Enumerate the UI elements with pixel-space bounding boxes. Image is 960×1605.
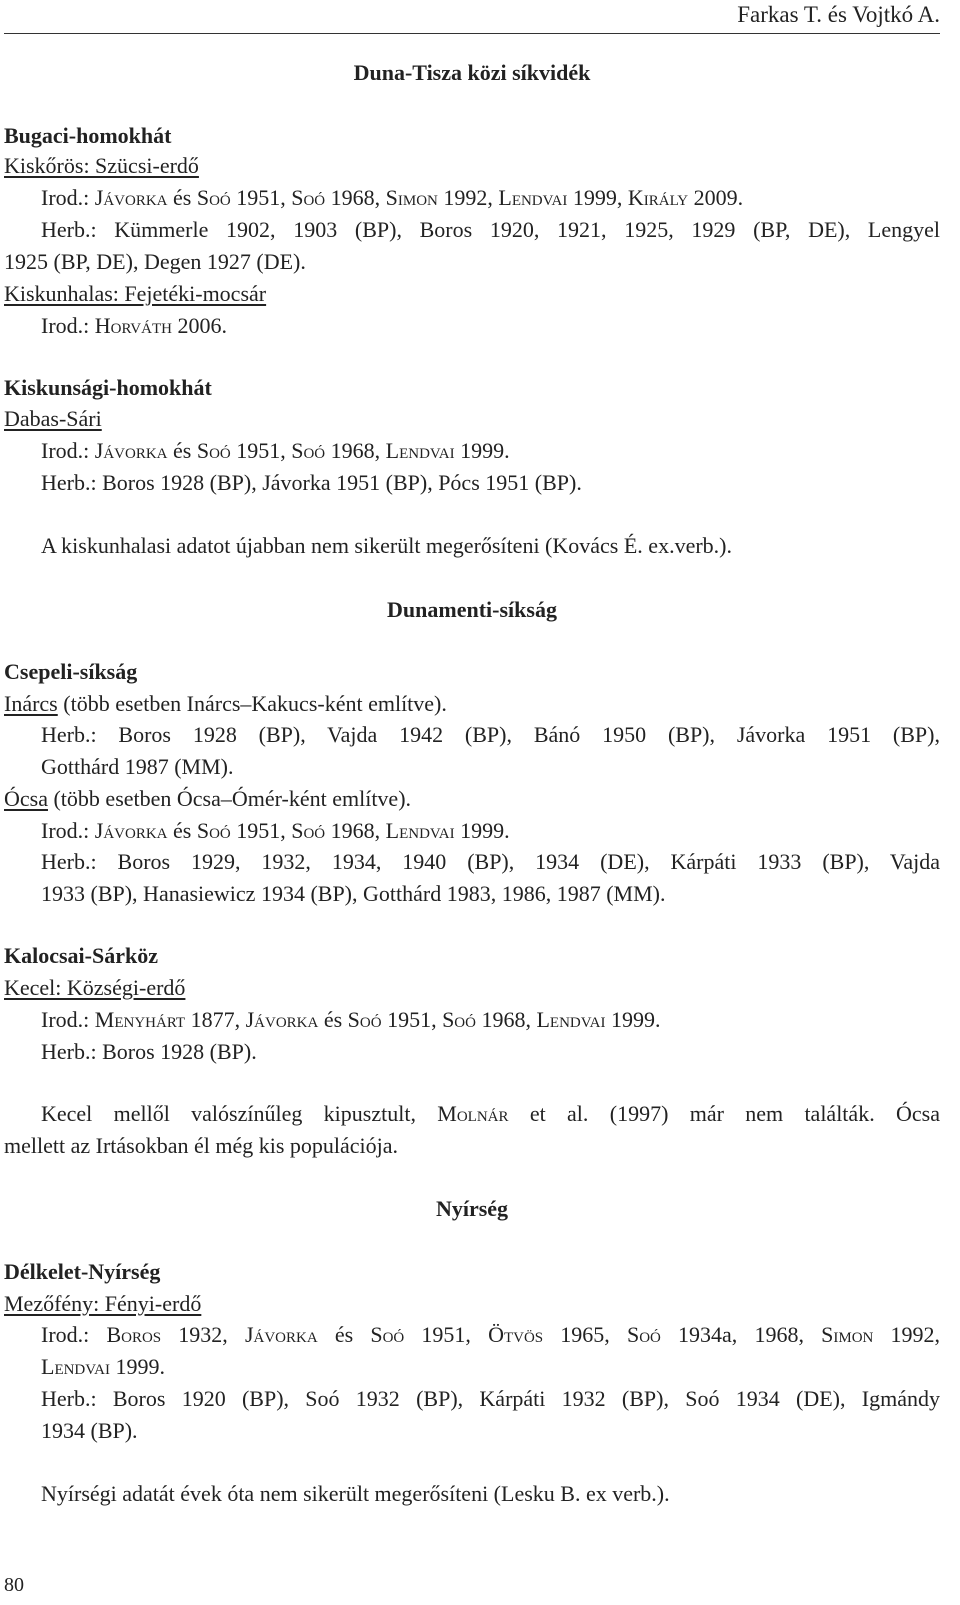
literature-line: Irod.: Menyhárt 1877, Jávorka és Soó 1951, Soó 1968, Lendvai 1999.: [41, 1007, 661, 1032]
section-title-nyirseg: Nyírség: [435, 1196, 509, 1221]
locality-kiskoros: Kiskőrös: Szücsi-erdő: [4, 153, 199, 178]
locality-ocsa: Ócsa (több esetben Ócsa–Ómér-ként említve).: [4, 786, 412, 811]
page-number: 80: [4, 1574, 24, 1596]
subsection-title-kalocsai: Kalocsai-Sárköz: [4, 943, 158, 968]
literature-line: Irod.: Boros 1932, Jávorka és Soó 1951, Ötvös 1965, Soó 1934a, 1968, Simon 1992,: [41, 1322, 941, 1347]
herbarium-line-cont: 1933 (BP), Hanasiewicz 1934 (BP), Gotthárd 1983, 1986, 1987 (MM).: [41, 881, 666, 906]
herbarium-line-cont: 1925 (BP, DE), Degen 1927 (DE).: [4, 249, 306, 274]
section-title-dunamenti: Dunamenti-síkság: [387, 597, 557, 622]
running-header: Farkas T. és Vojtkó A.: [737, 2, 940, 27]
herbarium-line-cont: Gotthárd 1987 (MM).: [41, 754, 234, 779]
literature-line-cont: Lendvai 1999.: [41, 1354, 165, 1379]
literature-line: Irod.: Jávorka és Soó 1951, Soó 1968, Lendvai 1999.: [41, 818, 510, 843]
literature-line: Irod.: Jávorka és Soó 1951, Soó 1968, Lendvai 1999.: [41, 438, 510, 463]
locality-kecel: Kecel: Községi-erdő: [4, 975, 186, 1000]
herbarium-line: Herb.: Kümmerle 1902, 1903 (BP), Boros 1920, 1921, 1925, 1929 (BP, DE), Lengyel: [41, 217, 940, 242]
literature-line: Irod.: Horváth 2006.: [41, 313, 227, 338]
note-paragraph: Kecel mellől valószínűleg kipusztult, Molnár et al. (1997) már nem találták. Ócsa: [41, 1101, 940, 1126]
locality-inarcs: Inárcs (több esetben Inárcs–Kakucs-ként említve).: [4, 691, 447, 716]
section-title-duna-tisza: Duna-Tisza közi síkvidék: [353, 60, 591, 85]
note-paragraph: Nyírségi adatát évek óta nem sikerült megerősíteni (Lesku B. ex verb.).: [41, 1481, 670, 1506]
note-paragraph: A kiskunhalasi adatot újabban nem sikerült megerősíteni (Kovács É. ex.verb.).: [41, 533, 732, 558]
locality-dabas-sari: Dabas-Sári: [4, 406, 102, 431]
note-paragraph-cont: mellett az Irtásokban él még kis populációja.: [4, 1133, 399, 1158]
literature-line: Irod.: Jávorka és Soó 1951, Soó 1968, Simon 1992, Lendvai 1999, Király 2009.: [41, 185, 744, 210]
herbarium-line: Herb.: Boros 1928 (BP), Vajda 1942 (BP), Bánó 1950 (BP), Jávorka 1951 (BP),: [41, 722, 940, 747]
herbarium-line: Herb.: Boros 1920 (BP), Soó 1932 (BP), Kárpáti 1932 (BP), Soó 1934 (DE), Igmándy: [41, 1386, 940, 1411]
header-rule: [4, 33, 940, 34]
locality-kiskunhalas: Kiskunhalas: Fejetéki-mocsár: [4, 281, 267, 306]
subsection-title-bugaci: Bugaci-homokhát: [4, 123, 172, 148]
subsection-title-kiskunsagi: Kiskunsági-homokhát: [4, 375, 212, 400]
locality-mezofeny: Mezőfény: Fényi-erdő: [4, 1291, 202, 1316]
herbarium-line-cont: 1934 (BP).: [41, 1418, 138, 1443]
herbarium-line: Herb.: Boros 1928 (BP).: [41, 1039, 257, 1064]
subsection-title-csepeli: Csepeli-síkság: [4, 659, 138, 684]
subsection-title-delkelet: Délkelet-Nyírség: [4, 1259, 161, 1284]
herbarium-line: Herb.: Boros 1929, 1932, 1934, 1940 (BP), 1934 (DE), Kárpáti 1933 (BP), Vajda: [41, 849, 940, 874]
herbarium-line: Herb.: Boros 1928 (BP), Jávorka 1951 (BP), Pócs 1951 (BP).: [41, 470, 582, 495]
